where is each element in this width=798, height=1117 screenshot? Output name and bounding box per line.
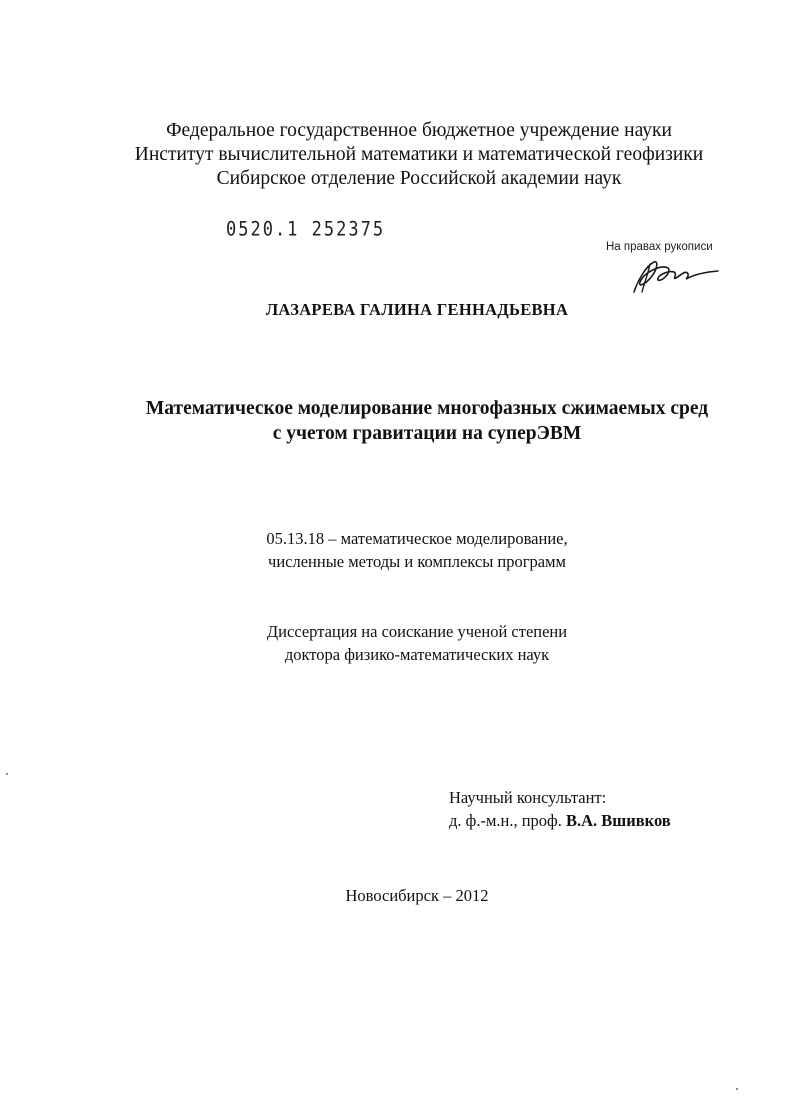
rights-note: На правах рукописи — [606, 241, 713, 253]
advisor-block — [449, 786, 671, 832]
specialty-line-1: 05.13.18 – математическое моделирование, — [266, 529, 568, 548]
title-line-2: с учетом гравитации на суперЭВМ — [272, 423, 582, 444]
institution-line-3: Сибирское отделение Российской академии наук — [216, 168, 622, 189]
advisor-credentials: д. ф.-м.н., проф. — [449, 811, 562, 830]
degree-block — [36, 620, 798, 666]
degree-line-2: доктора физико-математических наук — [284, 645, 550, 664]
institution-line-2: Институт вычислительной математики и математической геофизики — [134, 144, 704, 165]
institution-line-1: Федеральное государственное бюджетное учреждение науки — [166, 120, 672, 141]
institution-block — [40, 119, 798, 191]
scan-speck — [6, 773, 8, 775]
author-name: ЛАЗАРЕВА ГАЛИНА ГЕННАДЬЕВНА — [265, 300, 569, 319]
dissertation-title — [56, 396, 798, 446]
signature-icon — [628, 256, 720, 296]
scan-speck — [736, 1088, 738, 1090]
advisor-label: Научный консультант: — [449, 788, 607, 807]
degree-line-1: Диссертация на соискание ученой степени — [266, 622, 568, 641]
advisor-line — [449, 809, 671, 832]
registration-code: 0520.1 252375 — [226, 218, 386, 241]
advisor-name: В.А. Вшивков — [566, 811, 671, 830]
specialty-line-2: численные методы и комплексы программ — [268, 552, 566, 571]
title-line-1: Математическое моделирование многофазных сжимаемых сред — [145, 398, 709, 419]
city-year: Новосибирск – 2012 — [345, 886, 489, 905]
specialty-block — [36, 527, 798, 573]
